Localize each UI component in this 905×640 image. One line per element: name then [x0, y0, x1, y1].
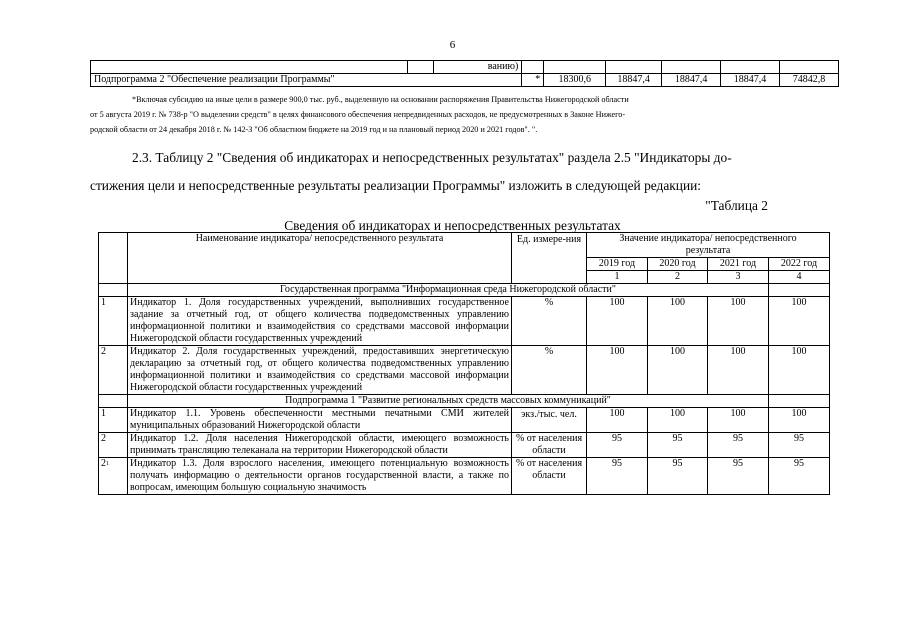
- indicator-value: 100: [769, 408, 830, 433]
- header-name: Наименование индикатора/ непосредственного результата: [128, 233, 512, 284]
- value-cell: 18300,6: [544, 74, 606, 87]
- program-funding-table: [90, 60, 839, 87]
- row-number: 1: [99, 297, 128, 346]
- row-number-superscript: 1: [106, 461, 109, 467]
- column-number: 4: [769, 271, 830, 284]
- footnote-line: родской области от 24 декабря 2018 г. № 142-З "Об областном бюджете на 2019 год и на плановый период 2020 и 2021 годов". ".: [90, 125, 538, 134]
- footnote-marker: *: [522, 74, 544, 87]
- row-number: 2: [99, 346, 128, 395]
- indicator-text: Индикатор 1. Доля государственных учреждений, выполнивших государственное задание за отчетный год, от общего количества подведомственных управлению информационной политики и взаимодействия со средствами массовой информации Нижегородской области государственных учреждений: [128, 297, 512, 346]
- indicator-unit: экз./тыс. чел.: [512, 408, 587, 433]
- indicator-unit: %: [512, 297, 587, 346]
- top-table-cell: ванию): [434, 61, 522, 74]
- indicator-value: 100: [708, 297, 769, 346]
- indicator-text: Индикатор 1.2. Доля населения Нижегородской области, имеющего возможность принимать трансляцию телеканала на территории Нижегородской области: [128, 433, 512, 458]
- paragraph-line: стижения цели и непосредственные результаты реализации Программы" изложить в следующей редакции:: [90, 178, 702, 193]
- page-number: 6: [449, 39, 456, 51]
- table-label: "Таблица 2: [705, 198, 768, 213]
- indicator-value: 95: [648, 433, 708, 458]
- table-row: [99, 433, 830, 458]
- header-year: 2019 год: [587, 258, 648, 271]
- indicator-value: 100: [648, 408, 708, 433]
- table-row: [99, 346, 830, 395]
- indicator-value: 100: [769, 297, 830, 346]
- indicator-value: 95: [708, 458, 769, 495]
- table-title: Сведения об индикаторах и непосредственных результатах: [284, 218, 621, 233]
- section-row: [99, 284, 830, 297]
- subprogram-2-label: Подпрограмма 2 "Обеспечение реализации Программы": [91, 74, 522, 87]
- header-year: 2020 год: [648, 258, 708, 271]
- indicator-value: 100: [648, 297, 708, 346]
- indicator-unit: %: [512, 346, 587, 395]
- indicator-text: Индикатор 1.3. Доля взрослого населения, имеющего потенциальную возможность получать информацию о деятельности органов государственной власти, а также по вопросам, имеющим большую социальную значимость: [128, 458, 512, 495]
- header-value-group: Значение индикатора/ непосредственного результата: [587, 233, 830, 258]
- header-year: 2021 год: [708, 258, 769, 271]
- indicator-value: 100: [587, 346, 648, 395]
- table-row: [99, 297, 830, 346]
- indicator-value: 100: [587, 297, 648, 346]
- indicator-value: 95: [648, 458, 708, 495]
- column-number: 2: [648, 271, 708, 284]
- column-number: 1: [587, 271, 648, 284]
- indicator-value: 95: [587, 433, 648, 458]
- value-cell: 18847,4: [606, 74, 662, 87]
- indicator-unit: % от населения области: [512, 458, 587, 495]
- value-cell: 74842,8: [779, 74, 838, 87]
- indicator-value: 100: [769, 346, 830, 395]
- indicator-text: Индикатор 1.1. Уровень обеспеченности местными печатными СМИ жителей муниципальных образований Нижегородской области: [128, 408, 512, 433]
- indicator-value: 100: [708, 408, 769, 433]
- subprogram-2-row: [91, 74, 839, 87]
- indicator-value: 95: [708, 433, 769, 458]
- value-cell: 18847,4: [662, 74, 721, 87]
- indicator-value: 100: [587, 408, 648, 433]
- header-year: 2022 год: [769, 258, 830, 271]
- indicator-text: Индикатор 2. Доля государственных учреждений, предоставивших энергетическую декларацию за отчетный год, от общего количества подведомственных управлению информационной политики и взаимодействия со средствами массовой информации Нижегородской области государственных учреждений: [128, 346, 512, 395]
- header-row: [99, 233, 830, 258]
- header-unit: Ед. измере-ния: [512, 233, 587, 284]
- row-number: $2^1$: [99, 458, 128, 495]
- indicator-value: 95: [769, 433, 830, 458]
- footnote: [90, 92, 840, 137]
- value-cell: 18847,4: [721, 74, 780, 87]
- section-row: [99, 395, 830, 408]
- indicator-value: 100: [708, 346, 769, 395]
- indicator-value: 100: [648, 346, 708, 395]
- table-row: [99, 408, 830, 433]
- section-title: Государственная программа "Информационная среда Нижегородской области": [128, 284, 769, 297]
- indicator-unit: % от населения области: [512, 433, 587, 458]
- row-number: 2: [99, 433, 128, 458]
- section-title: Подпрограмма 1 "Развитие региональных средств массовых коммуникаций": [128, 395, 769, 408]
- footnote-line: от 5 августа 2019 г. № 738-р "О выделении средств" в целях финансового обеспечения непредвиденных расходов, не предусмотренных в Законе Нижего-: [90, 110, 626, 119]
- row-number: 1: [99, 408, 128, 433]
- footnote-line: *Включая субсидию на иные цели в размере 900,0 тыс. руб., выделенную на основании распоряжения Правительства Нижегородской области: [132, 95, 629, 104]
- table-row: [99, 458, 830, 495]
- indicator-value: 95: [587, 458, 648, 495]
- column-number: 3: [708, 271, 769, 284]
- indicator-value: 95: [769, 458, 830, 495]
- indicators-table: [98, 232, 830, 495]
- top-table-row: [91, 61, 839, 74]
- paragraph-line: 2.3. Таблицу 2 "Сведения об индикаторах и непосредственных результатах" раздела 2.5 "Индикаторы до-: [132, 150, 732, 165]
